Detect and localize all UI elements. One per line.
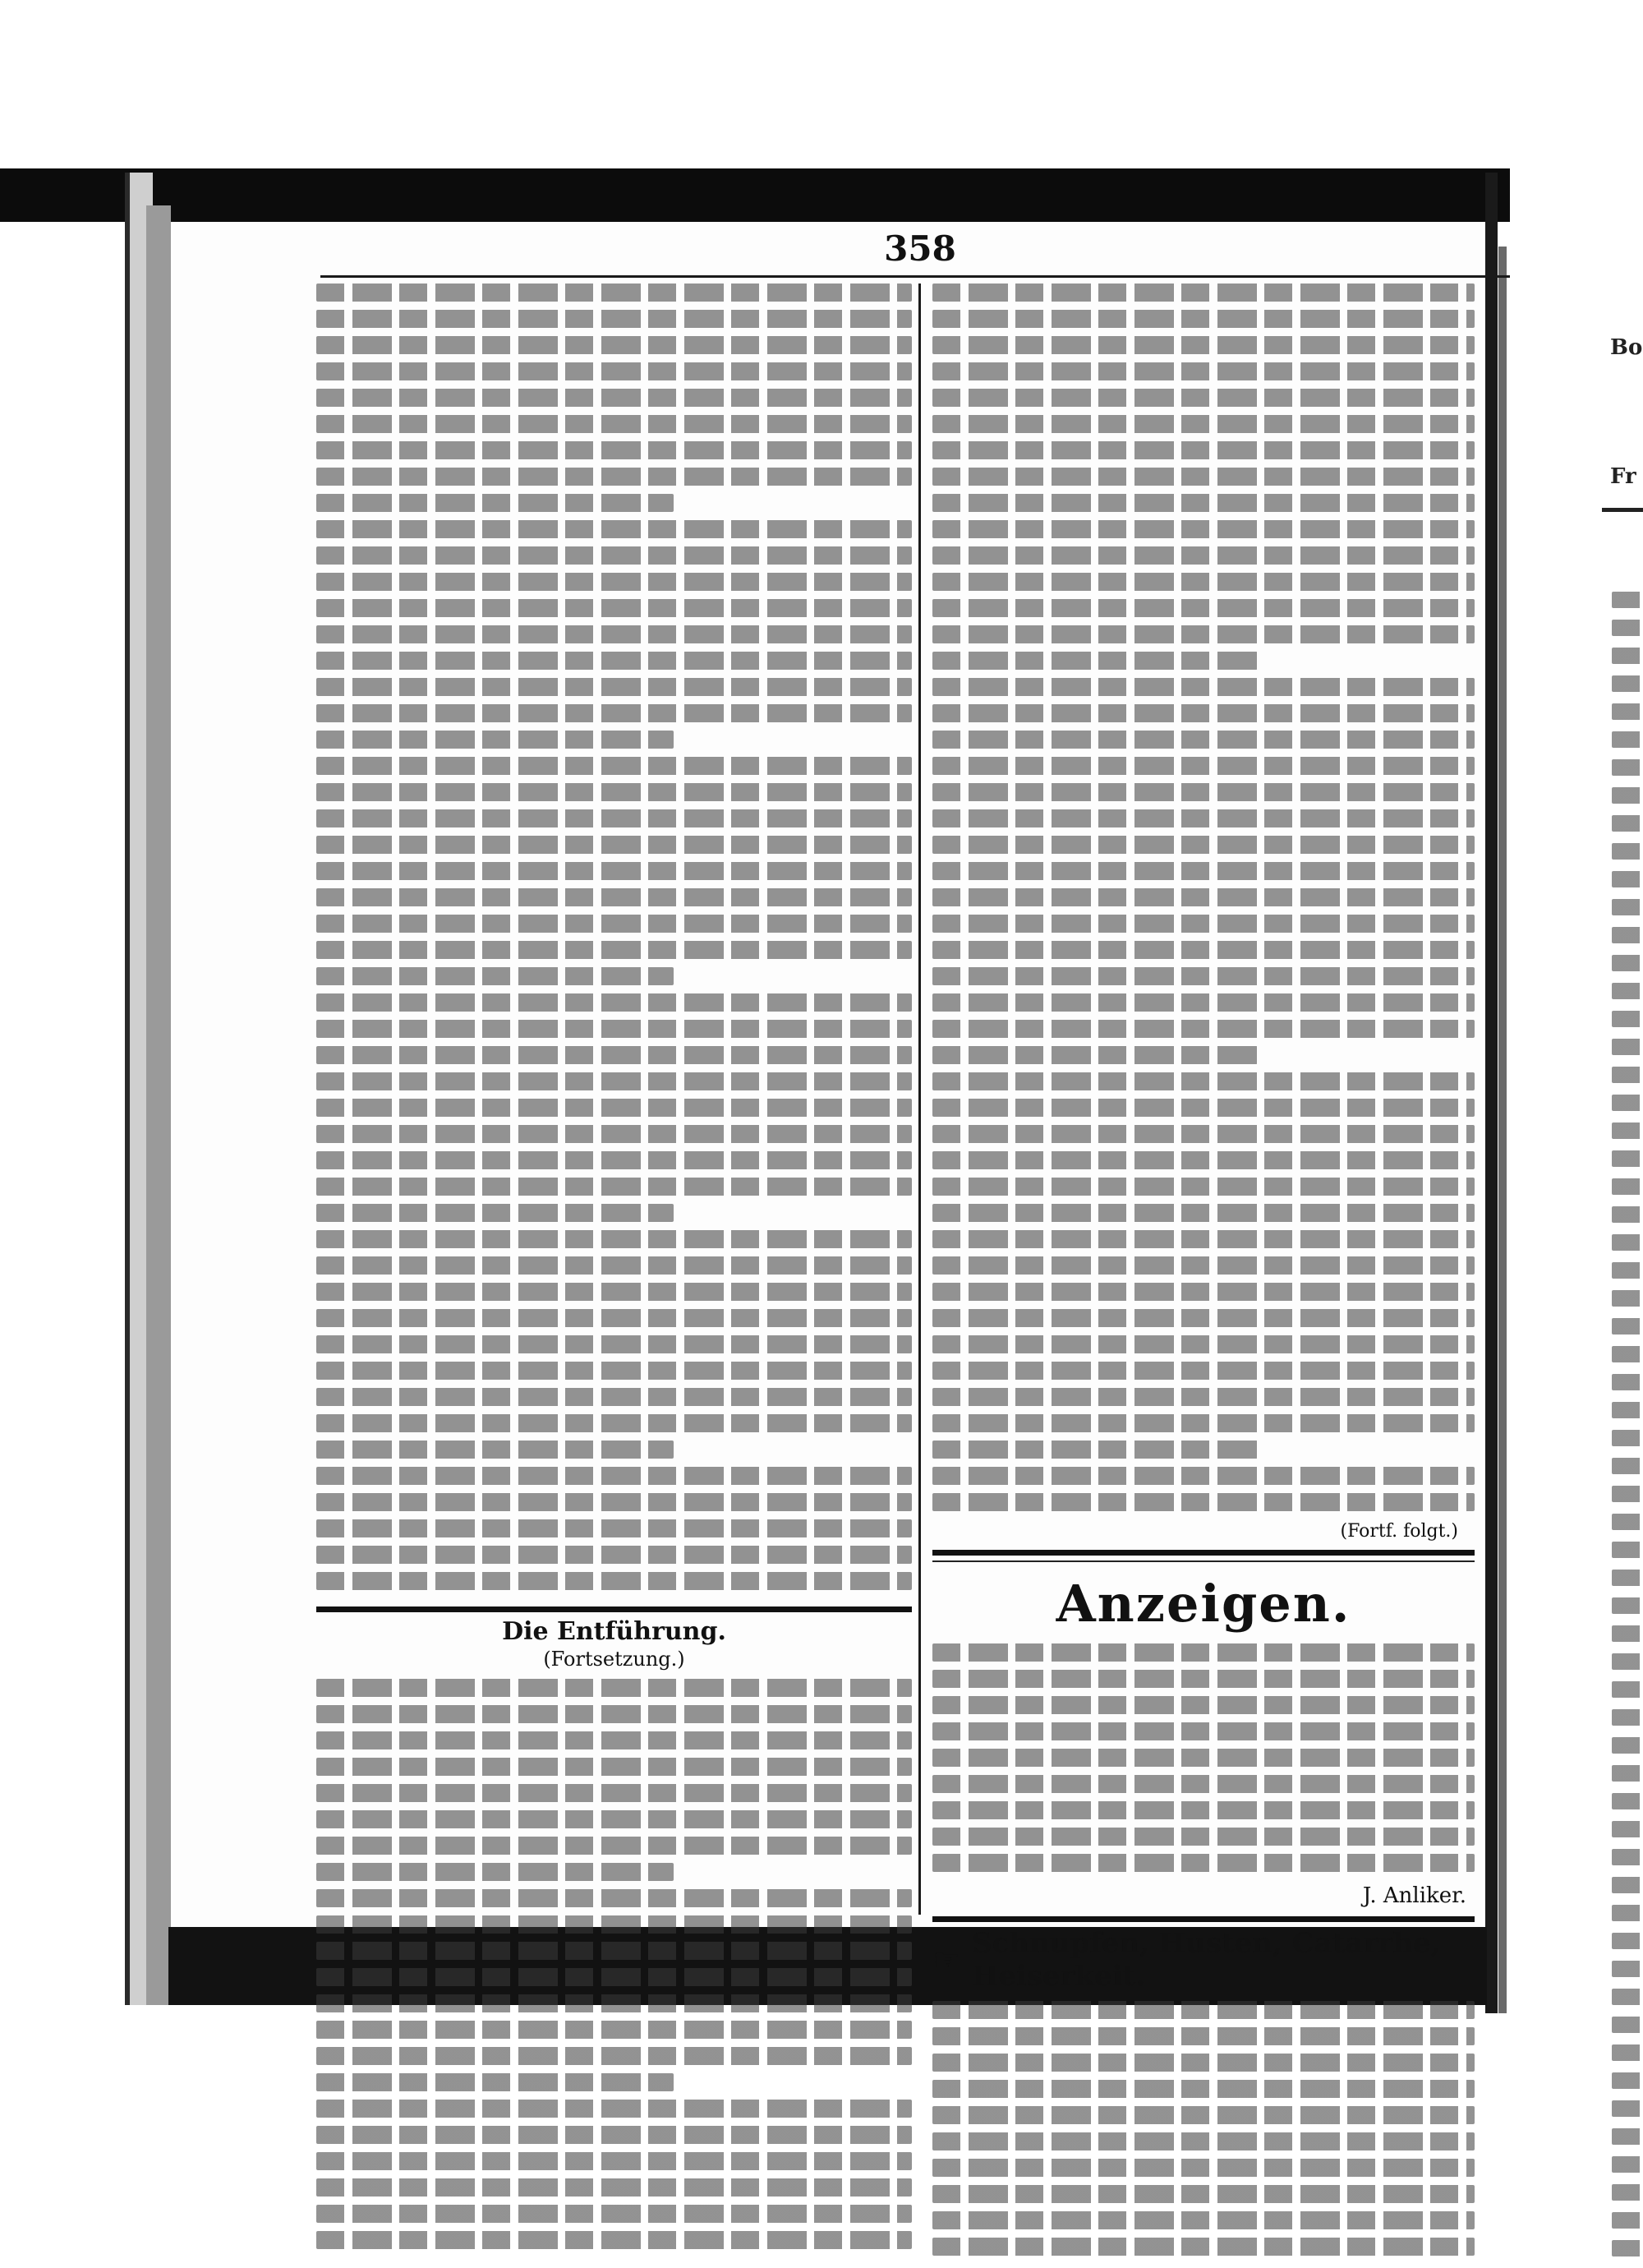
text-line [932, 1335, 1475, 1353]
text-line [1612, 1122, 1643, 1139]
text-line [316, 862, 912, 880]
text-line [1612, 1206, 1643, 1223]
column-divider [918, 284, 921, 1915]
text-line [316, 389, 912, 407]
story-continued-text-block [932, 284, 1475, 1519]
text-line [1612, 1821, 1643, 1837]
text-line [316, 284, 912, 302]
text-line [932, 1388, 1475, 1406]
text-line [316, 415, 912, 433]
text-line [932, 1749, 1475, 1767]
text-line [1612, 1458, 1643, 1474]
adjacent-page-text [1612, 592, 1643, 2268]
text-line [316, 1889, 912, 1907]
text-line [932, 2054, 1475, 2072]
text-line [316, 757, 912, 775]
text-line [1612, 983, 1643, 999]
text-line [1612, 2017, 1643, 2033]
text-line [1612, 1765, 1643, 1782]
text-line [932, 1441, 1258, 1459]
text-line [932, 389, 1475, 407]
text-line [1612, 1067, 1643, 1083]
text-line [932, 1283, 1475, 1301]
text-line [1612, 2212, 1643, 2229]
text-line [932, 362, 1475, 380]
text-line [1612, 1290, 1643, 1307]
text-line [932, 652, 1258, 670]
text-line [316, 2205, 912, 2223]
text-line [316, 468, 912, 486]
text-line [1612, 899, 1643, 915]
story-subtitle: (Fortsetzung.) [543, 1648, 685, 1671]
text-line [316, 520, 912, 538]
text-line [316, 1283, 912, 1301]
text-line [1612, 1905, 1643, 1921]
text-line [932, 599, 1475, 617]
text-line [316, 1046, 912, 1064]
text-line [316, 1204, 674, 1222]
section-rule-thin [932, 1560, 1475, 1562]
text-line [932, 2080, 1475, 2098]
ad2-title-row [932, 1927, 1475, 1993]
text-line [932, 993, 1475, 1012]
text-line [316, 310, 912, 328]
ad2-title: Schnupfen, Husten, Catarrhe, Heiserkeit. [972, 1927, 1441, 1993]
header-rule [320, 275, 1512, 278]
text-line [1612, 1095, 1643, 1111]
text-line [316, 836, 912, 854]
text-line [932, 836, 1475, 854]
text-line [932, 1643, 1475, 1662]
text-line [316, 915, 912, 933]
adjacent-page-fragment-b: Fr [1610, 464, 1636, 489]
text-line [1612, 620, 1643, 636]
text-line [932, 1178, 1475, 1196]
text-line [932, 1256, 1475, 1275]
text-line [316, 1863, 674, 1881]
scan-right-shadow [1498, 247, 1507, 2013]
text-line [1612, 1877, 1643, 1893]
text-line [316, 441, 912, 459]
text-line [1612, 1961, 1643, 1977]
ad1-signature: J. Anliker. [1362, 1883, 1466, 1908]
book-page-stack [146, 205, 171, 2005]
text-line [316, 1467, 912, 1485]
text-line [1612, 1346, 1643, 1362]
text-line [932, 1467, 1475, 1485]
text-line [932, 1801, 1475, 1819]
text-line [1612, 1039, 1643, 1055]
text-line [932, 1414, 1475, 1432]
text-line [1612, 592, 1643, 608]
text-line [316, 2178, 912, 2197]
text-line [932, 573, 1475, 591]
text-line [316, 1099, 912, 1117]
text-line [1612, 1737, 1643, 1754]
text-line [932, 1828, 1475, 1846]
text-line [1612, 2128, 1643, 2145]
text-line [1612, 1318, 1643, 1335]
text-line [316, 1731, 912, 1749]
text-line [1612, 871, 1643, 887]
text-line [932, 678, 1475, 696]
text-line [316, 1493, 912, 1511]
text-line [316, 336, 912, 354]
text-line [1612, 1542, 1643, 1558]
story-text-block [316, 1679, 912, 2257]
text-line [1612, 1430, 1643, 1446]
text-line [1612, 703, 1643, 720]
text-line [1612, 2044, 1643, 2061]
text-line [932, 704, 1475, 722]
text-line [932, 783, 1475, 801]
news-text-block [316, 284, 912, 1598]
text-line [1612, 1933, 1643, 1949]
text-line [316, 599, 912, 617]
text-line [316, 678, 912, 696]
adjacent-page-fragment-a: Bo [1610, 335, 1643, 360]
text-line [932, 1722, 1475, 1740]
text-line [316, 1758, 912, 1776]
text-line [316, 1072, 912, 1090]
text-line [932, 941, 1475, 959]
text-line [316, 2100, 912, 2118]
text-line [932, 1696, 1475, 1714]
text-line [1612, 1011, 1643, 1027]
text-line [932, 494, 1475, 512]
text-line [1612, 1402, 1643, 1418]
text-line [932, 520, 1475, 538]
text-line [932, 1151, 1475, 1169]
text-line [932, 731, 1475, 749]
text-line [316, 2021, 912, 2039]
text-line [932, 468, 1475, 486]
text-line [932, 1775, 1475, 1793]
text-line [1612, 1262, 1643, 1279]
text-line [1612, 1625, 1643, 1642]
text-line [316, 1810, 912, 1828]
text-line [932, 415, 1475, 433]
text-line [316, 1994, 912, 2012]
pointing-hand-icon: ☞ [932, 1942, 961, 1978]
scan-right-border [1485, 173, 1498, 2013]
section-rule [932, 1550, 1475, 1556]
text-line [932, 2185, 1475, 2203]
text-line [316, 1151, 912, 1169]
text-line [1612, 1653, 1643, 1670]
text-line [316, 2073, 674, 2091]
text-line [316, 888, 912, 906]
text-line [316, 2126, 912, 2144]
text-line [932, 441, 1475, 459]
text-line [1612, 815, 1643, 832]
text-line [1612, 2240, 1643, 2256]
text-line [1612, 1681, 1643, 1698]
text-line [932, 2106, 1475, 2124]
text-line [316, 1519, 912, 1537]
text-line [316, 1968, 912, 1986]
ad-separator-rule [932, 1916, 1475, 1922]
text-line [932, 2211, 1475, 2229]
text-line [316, 1388, 912, 1406]
text-line [1612, 1234, 1643, 1251]
text-line [316, 704, 912, 722]
text-line [1612, 1374, 1643, 1390]
text-line [1612, 1486, 1643, 1502]
text-line [316, 1020, 912, 1038]
text-line [932, 310, 1475, 328]
text-line [316, 1178, 912, 1196]
ads-heading: Anzeigen. [1056, 1574, 1351, 1634]
text-line [932, 284, 1475, 302]
text-line [932, 1072, 1475, 1090]
text-line [316, 1362, 912, 1380]
text-line [932, 862, 1475, 880]
text-line [1612, 648, 1643, 664]
text-line [932, 1046, 1258, 1064]
text-line [932, 2159, 1475, 2177]
text-line [316, 1441, 674, 1459]
text-line [1612, 1570, 1643, 1586]
text-line [316, 1414, 912, 1432]
text-line [316, 494, 674, 512]
ad1-text-block [932, 1643, 1475, 1880]
text-line [1612, 1514, 1643, 1530]
text-line [932, 2238, 1475, 2256]
text-line [1612, 2072, 1643, 2089]
text-line [316, 652, 912, 670]
text-line [1612, 759, 1643, 776]
text-line [316, 1942, 912, 1960]
text-line [932, 757, 1475, 775]
text-line [316, 2152, 912, 2170]
text-line [316, 362, 912, 380]
text-line [932, 546, 1475, 565]
section-rule [316, 1606, 912, 1612]
text-line [932, 1099, 1475, 1117]
text-line [316, 1335, 912, 1353]
continuation-note: (Fortf. folgt.) [1340, 1521, 1458, 1542]
text-line [1612, 1150, 1643, 1167]
text-line [1612, 675, 1643, 692]
text-line [316, 1679, 912, 1697]
text-line [316, 1784, 912, 1802]
text-line [316, 941, 912, 959]
text-line [316, 1125, 912, 1143]
story-title: Die Entführung. [502, 1617, 726, 1646]
text-line [316, 625, 912, 643]
text-line [316, 809, 912, 827]
text-line [1612, 843, 1643, 860]
text-line [316, 993, 912, 1012]
text-line [316, 1546, 912, 1564]
right-column [932, 284, 1475, 2264]
text-line [1612, 1793, 1643, 1809]
text-line [316, 1256, 912, 1275]
text-line [1612, 1597, 1643, 1614]
text-line [316, 967, 674, 985]
text-line [932, 2132, 1475, 2150]
text-line [1612, 2156, 1643, 2173]
left-column [316, 284, 912, 2257]
text-line [316, 1837, 912, 1855]
text-line [932, 915, 1475, 933]
text-line [932, 1670, 1475, 1688]
text-line [1612, 787, 1643, 804]
text-line [932, 625, 1475, 643]
text-line [316, 573, 912, 591]
text-line [316, 1705, 912, 1723]
page-number: 358 [884, 228, 956, 269]
text-line [1612, 1989, 1643, 2005]
text-line [932, 1204, 1475, 1222]
text-line [932, 1230, 1475, 1248]
text-line [316, 1309, 912, 1327]
text-line [932, 1309, 1475, 1327]
text-line [932, 888, 1475, 906]
text-line [932, 2027, 1475, 2045]
text-line [316, 2047, 912, 2065]
text-line [316, 1915, 912, 1934]
text-line [316, 783, 912, 801]
text-line [316, 2231, 912, 2249]
text-line [932, 1854, 1475, 1872]
text-line [316, 731, 674, 749]
text-line [1612, 1849, 1643, 1865]
scan-top-border [0, 168, 1643, 222]
ad2-text-block [932, 2001, 1475, 2264]
text-line [932, 2001, 1475, 2019]
text-line [932, 809, 1475, 827]
text-line [316, 1572, 912, 1590]
text-line [316, 1230, 912, 1248]
text-line [1612, 2100, 1643, 2117]
text-line [932, 336, 1475, 354]
text-line [1612, 927, 1643, 943]
text-line [932, 1362, 1475, 1380]
text-line [932, 1493, 1475, 1511]
text-line [1612, 955, 1643, 971]
text-line [316, 546, 912, 565]
text-line [1612, 731, 1643, 748]
text-line [1612, 1178, 1643, 1195]
text-line [1612, 2184, 1643, 2201]
text-line [932, 1125, 1475, 1143]
text-line [1612, 1709, 1643, 1726]
text-line [932, 1020, 1475, 1038]
adjacent-page-rule [1602, 508, 1643, 512]
text-line [932, 967, 1475, 985]
